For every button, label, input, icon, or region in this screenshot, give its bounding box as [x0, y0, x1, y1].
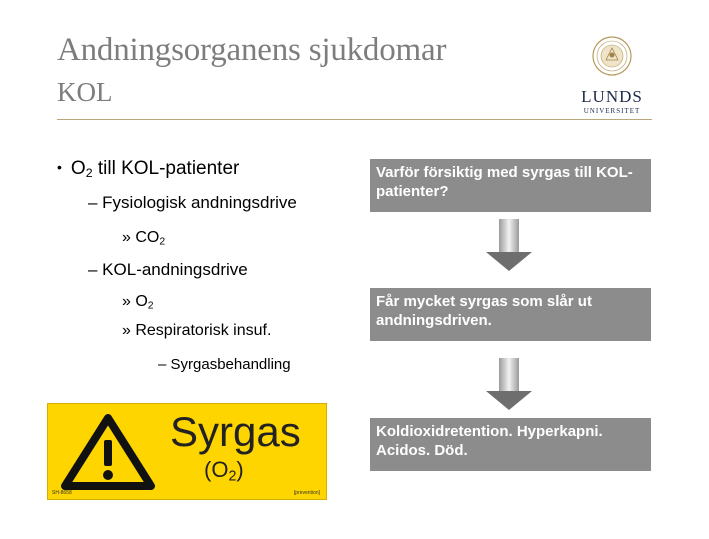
flow-box-cause: Får mycket syrgas som slår ut andningsdriven. — [370, 288, 651, 341]
logo-name: LUNDS — [581, 87, 643, 106]
bullet-marker: • — [57, 159, 62, 175]
flow-box-question: Varför försiktig med syrgas till KOL-patienter? — [370, 159, 651, 212]
sub-bullet-oxygen-treatment: – Syrgasbehandling — [158, 356, 291, 373]
logo-subtitle: UNIVERSITET — [583, 107, 641, 115]
down-arrow-icon — [486, 358, 532, 410]
down-arrow-icon — [486, 219, 532, 271]
sub-sub-bullet-o2: » $O_2$ — [122, 293, 154, 312]
oxygen-warning-sign — [47, 403, 327, 500]
sub-sub-bullet-co2: » $CO_2$ — [122, 229, 166, 248]
slide-subtitle: KOL — [57, 77, 113, 107]
flow-box-consequence: Koldioxidretention. Hyperkapni. Acidos. Död. — [370, 418, 651, 471]
sub-sub-bullet-resp: » Respiratorisk insuf. — [122, 322, 272, 339]
university-seal-icon — [592, 36, 632, 76]
university-logo — [576, 36, 648, 120]
sign-code: SH-8658 — [52, 490, 72, 496]
warning-triangle-icon — [60, 413, 156, 491]
sub-bullet-physiological: – Fysiologisk andningsdrive — [88, 193, 297, 212]
sub-bullet-kol-drive: – KOL-andningsdrive — [88, 260, 248, 279]
slide-title: Andningsorganens sjukdomar — [57, 32, 447, 68]
sign-formula: $(O_2)$ — [204, 457, 244, 485]
sign-brand: [prevention] — [293, 490, 320, 496]
bullet-o2-patients: • $O_2$ till KOL-patienter — [57, 158, 240, 181]
sign-word: Syrgas — [170, 408, 301, 455]
title-divider — [57, 119, 652, 120]
